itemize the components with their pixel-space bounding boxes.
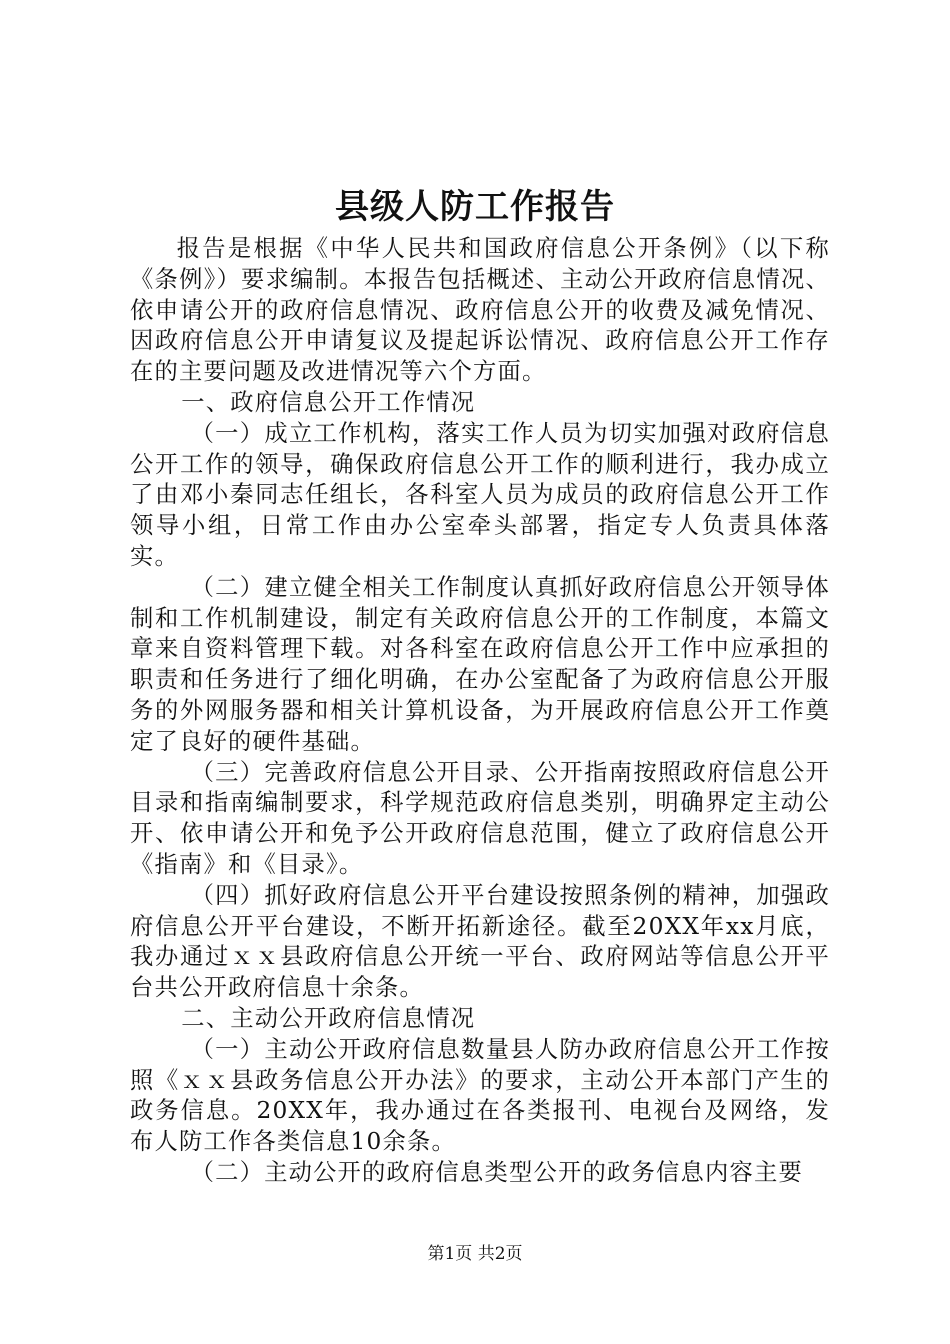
paragraph-2-1: （一）主动公开政府信息数量县人防办政府信息公开工作按照《ｘｘ县政务信息公开办法》的要求，主动公开本部门产生的政务信息。20XX年，我办通过在各类报刊、电视台及网络，发布人防工作各类信息10余条。	[130, 1035, 830, 1156]
page-footer: 第1页 共2页	[427, 1244, 523, 1264]
document-title: 县级人防工作报告	[335, 187, 615, 227]
section-heading-2: 二、主动公开政府信息情况	[181, 1004, 476, 1032]
document-body	[130, 234, 830, 1189]
paragraph-1-3: （三）完善政府信息公开目录、公开指南按照政府信息公开目录和指南编制要求，科学规范政府信息类别，明确界定主动公开、依申请公开和免予公开政府信息范围，健立了政府信息公开《指南》和《目录》。	[130, 758, 830, 878]
paragraph-2-2: （二）主动公开的政府信息类型公开的政务信息内容主要	[190, 1158, 803, 1186]
paragraph-1-4: （四）抓好政府信息公开平台建设按照条例的精神，加强政府信息公开平台建设，不断开拓新途径。截至20XX年xx月底，我办通过ｘｘ县政府信息公开统一平台、政府网站等信息公开平台共公开政府信息十余条。	[130, 881, 830, 1002]
section-heading-1: 一、政府信息公开工作情况	[181, 388, 476, 416]
paragraph-intro: 报告是根据《中华人民共和国政府信息公开条例》（以下称《条例》）要求编制。本报告包括概述、主动公开政府信息情况、依申请公开的政府信息情况、政府信息公开的收费及减免情况、因政府信息公开申请复议及提起诉讼情况、政府信息公开工作存在的主要问题及改进情况等六个方面。	[130, 235, 830, 386]
paragraph-1-2: （二）建立健全相关工作制度认真抓好政府信息公开领导体制和工作机制建设，制定有关政府信息公开的工作制度，本篇文章来自资料管理下载。对各科室在政府信息公开工作中应承担的职责和任务进行了细化明确，在办公室配备了为政府信息公开服务的外网服务器和相关计算机设备，为开展政府信息公开工作奠定了良好的硬件基础。	[130, 573, 830, 755]
paragraph-1-1: （一）成立工作机构，落实工作人员为切实加强对政府信息公开工作的领导，确保政府信息公开工作的顺利进行，我办成立了由邓小秦同志任组长，各科室人员为成员的政府信息公开工作领导小组，日常工作由办公室牵头部署，指定专人负责具体落实。	[130, 419, 830, 570]
